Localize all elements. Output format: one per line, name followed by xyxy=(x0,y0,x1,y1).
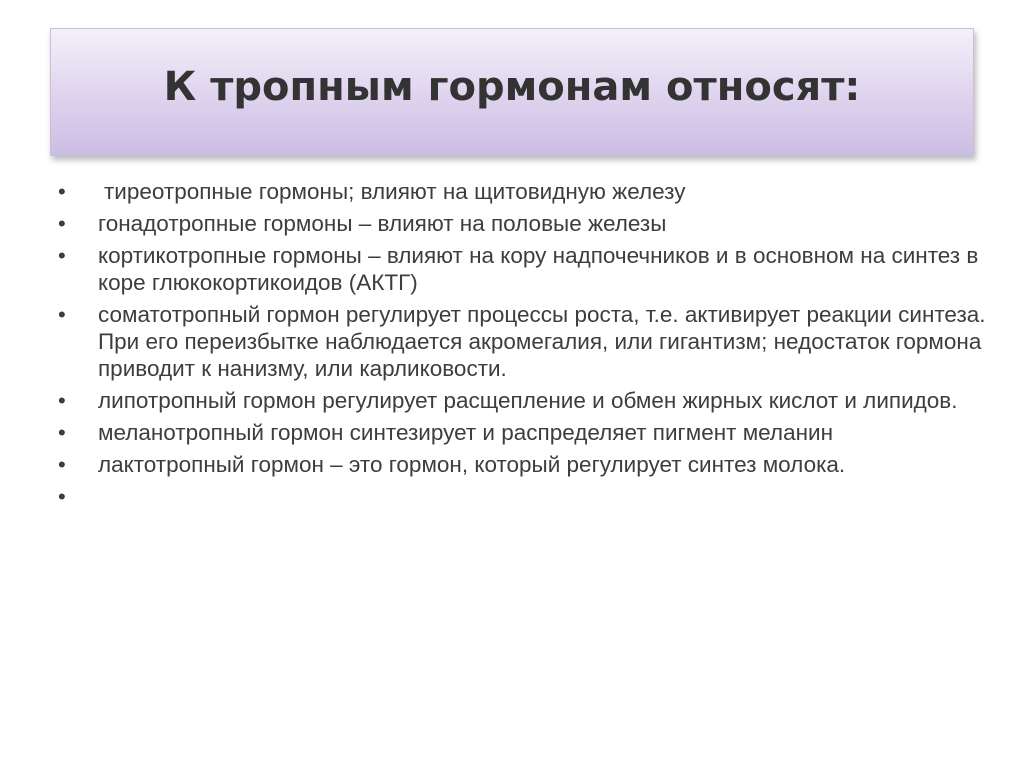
bullet-marker: • xyxy=(58,484,66,509)
list-item xyxy=(56,178,986,205)
list-item xyxy=(56,210,986,237)
list-item xyxy=(56,242,986,296)
slide-title: К тропным гормонам относят: xyxy=(163,64,861,110)
bullet-marker: • xyxy=(58,452,66,477)
bullet-marker: • xyxy=(58,211,66,236)
bullet-text xyxy=(98,483,986,510)
bullet-marker: • xyxy=(58,302,66,327)
title-box xyxy=(50,28,974,156)
list-item xyxy=(56,483,986,510)
list-item xyxy=(56,419,986,446)
bullet-text: липотропный гормон регулирует расщепление и обмен жирных кислот и липидов. xyxy=(98,388,958,413)
bullet-list xyxy=(56,178,986,515)
bullet-text: гонадотропные гормоны – влияют на половые железы xyxy=(98,211,667,236)
list-item xyxy=(56,451,986,478)
bullet-marker: • xyxy=(58,420,66,445)
bullet-text: соматотропный гормон регулирует процессы роста, т.е. активирует реакции синтеза. При его переизбытке наблюдается акромегалия, или гигантизм; недостаток гормона приводит к нанизму, или карликовости. xyxy=(98,302,986,381)
bullet-text: кортикотропные гормоны – влияют на кору надпочечников и в основном на синтез в коре глюкокортикоидов (АКТГ) xyxy=(98,243,979,295)
bullet-marker: • xyxy=(58,388,66,413)
bullet-text: тиреотропные гормоны; влияют на щитовидную железу xyxy=(104,179,686,204)
bullet-text: лактотропный гормон – это гормон, который регулирует синтез молока. xyxy=(98,452,846,477)
list-item xyxy=(56,301,986,382)
list-item xyxy=(56,387,986,414)
bullet-marker: • xyxy=(58,179,66,204)
bullet-text: меланотропный гормон синтезирует и распределяет пигмент меланин xyxy=(98,420,833,445)
bullet-marker: • xyxy=(58,243,66,268)
